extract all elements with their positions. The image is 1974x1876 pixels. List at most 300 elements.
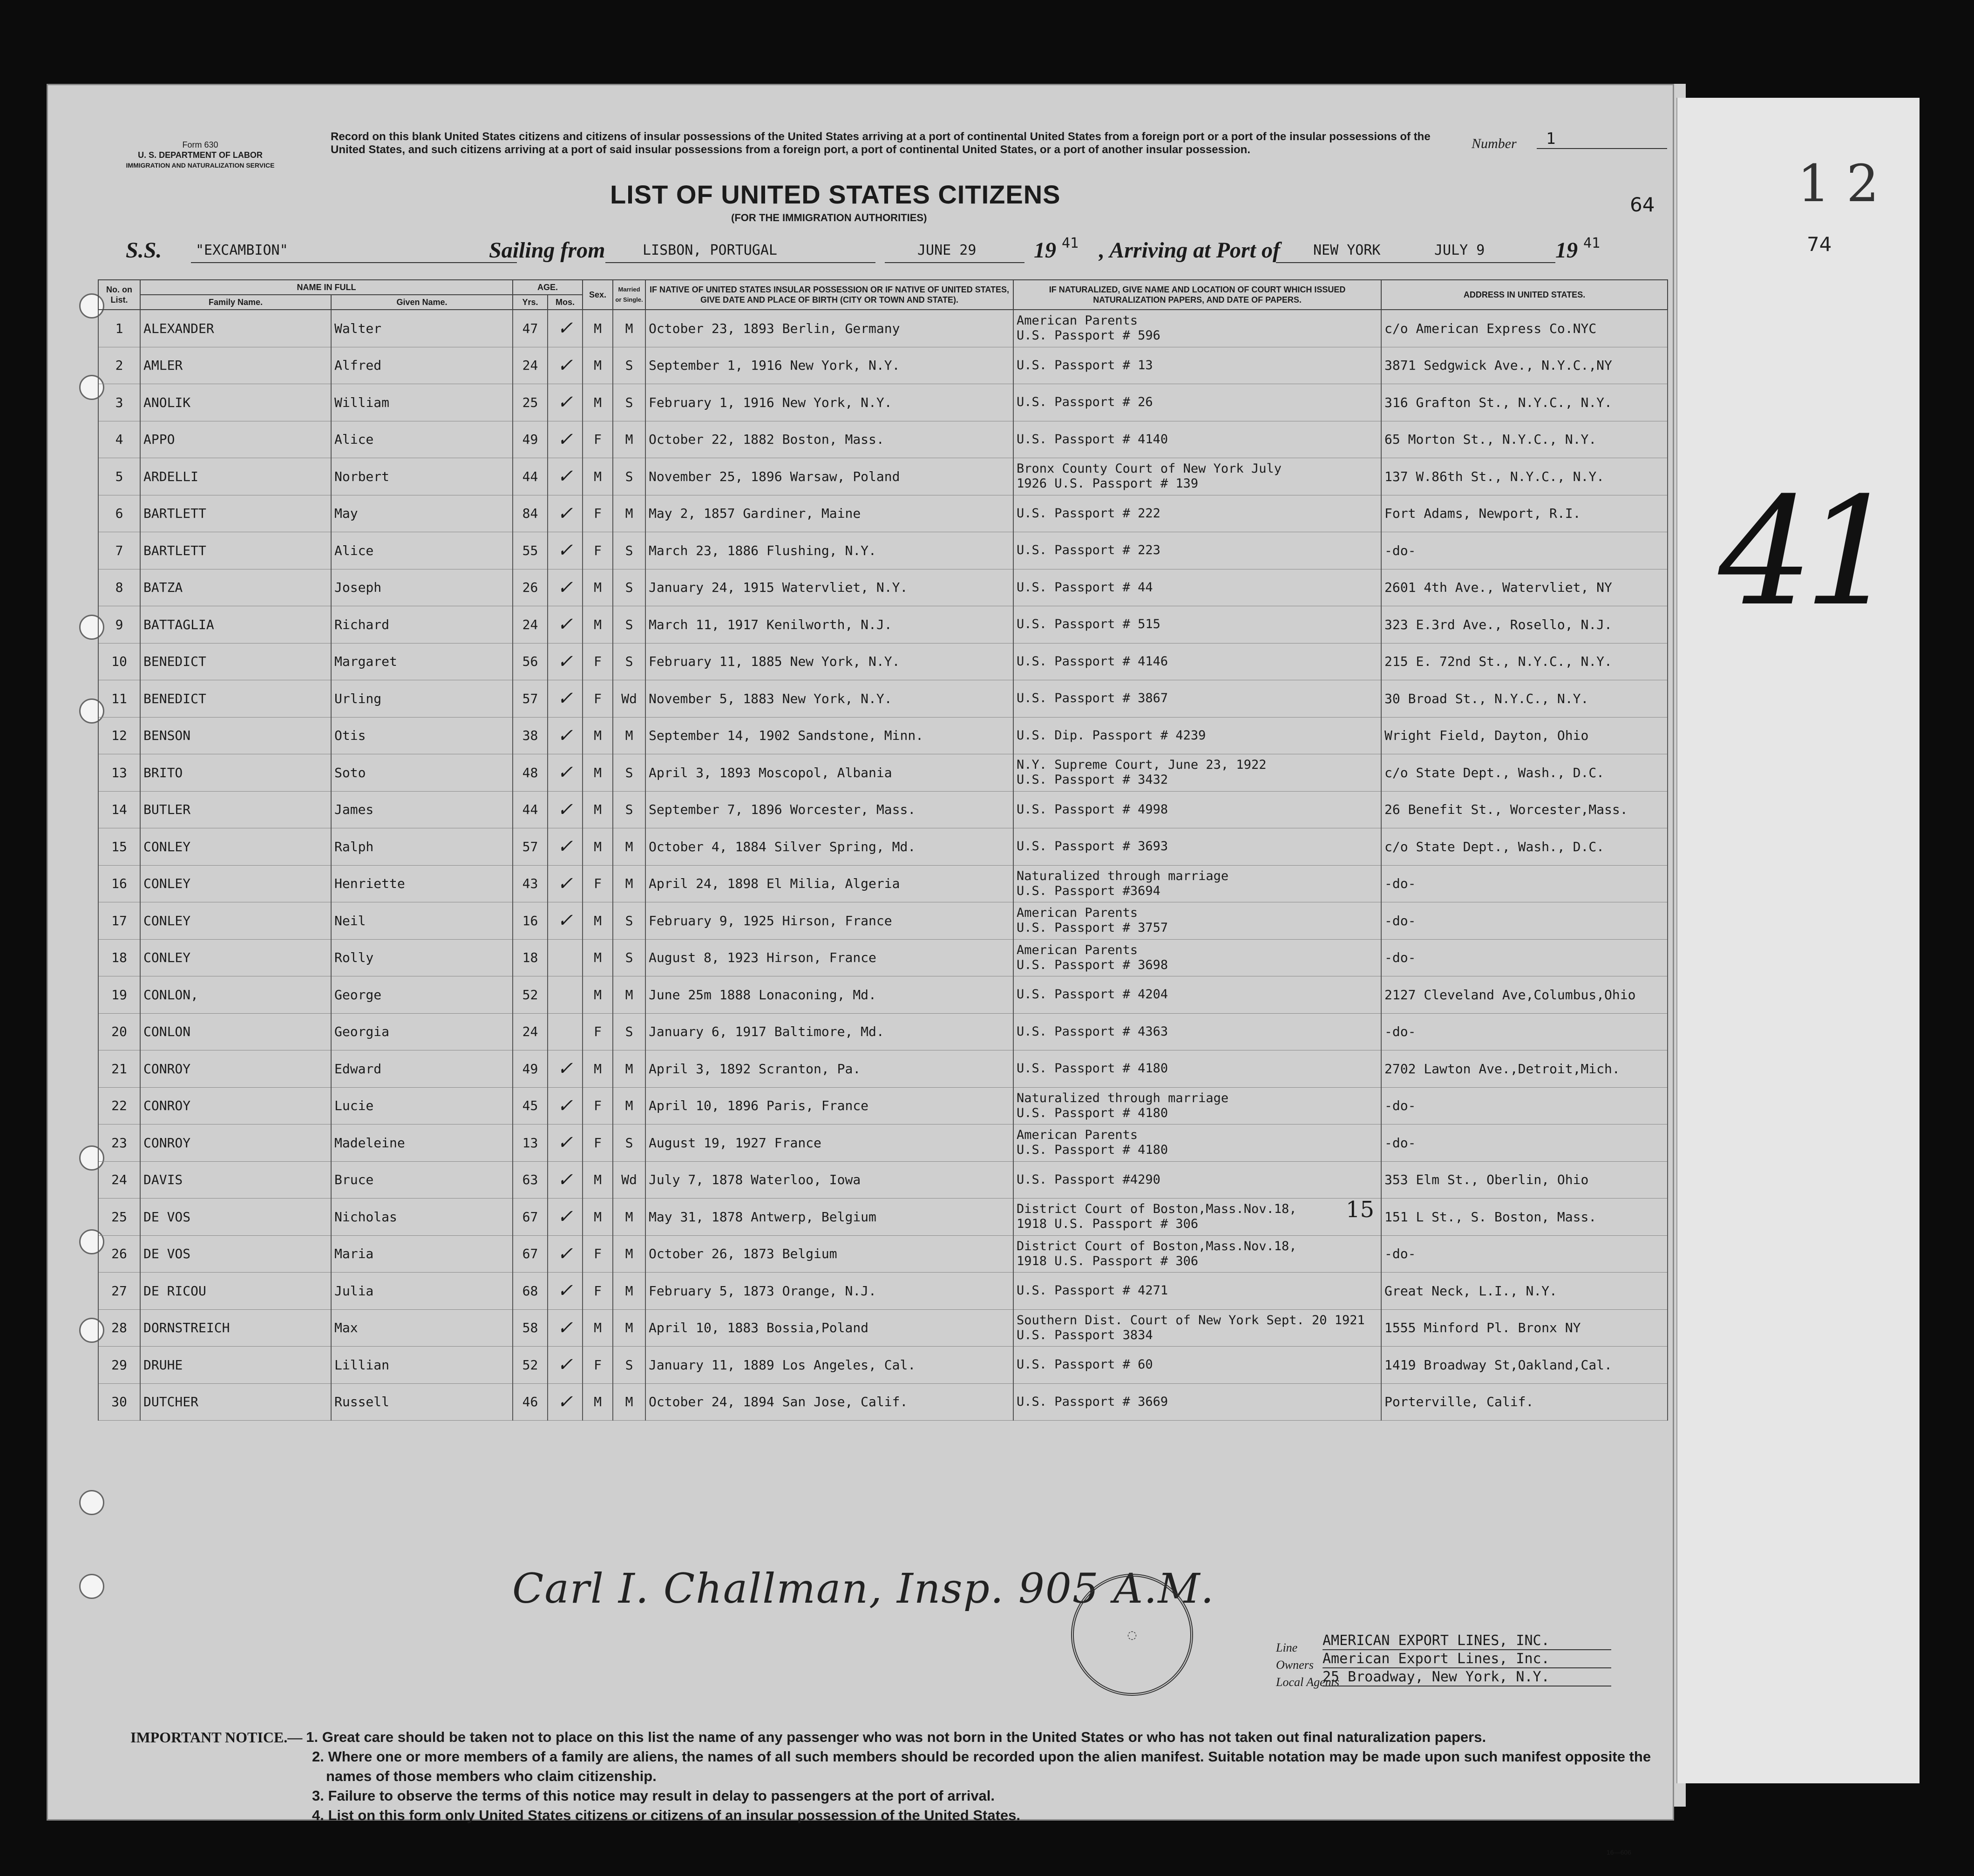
family-name: CONLON, (140, 976, 331, 1014)
age-years: 44 (513, 791, 548, 828)
notice-item-2: 2. Where one or more members of a family are aliens, the names of all such members should be recorded upon the alien manifest. Suitable notation may be made upon such manifest opposite the names of those members who claim citizenship. (312, 1748, 1651, 1784)
age-years: 57 (513, 828, 548, 866)
birth-info: April 24, 1898 El Milia, Algeria (645, 865, 1013, 902)
naturalization-info (1013, 1013, 1381, 1050)
family-name: CONROY (140, 1124, 331, 1162)
header-sex: Sex. (583, 280, 613, 310)
birth-info: November 25, 1896 Warsaw, Poland (645, 458, 1013, 495)
age-months: ✓ (548, 384, 583, 421)
marital-status: M (613, 828, 645, 866)
sex: M (583, 606, 613, 643)
naturalization-line-2: U.S. Passport # 4180 (1017, 1105, 1168, 1120)
page-number: 64 (1630, 193, 1655, 216)
row-number: 16 (98, 865, 140, 902)
naturalization-line-2: U.S. Dip. Passport # 4239 (1017, 728, 1206, 743)
naturalization-line-1: American Parents (1017, 942, 1138, 957)
ship-underline (191, 262, 517, 263)
header-yrs: Yrs. (513, 295, 548, 310)
inspector-signature: Carl I. Challman, Insp. 905 A.M. (512, 1564, 1215, 1612)
sex: F (583, 1013, 613, 1050)
sex: M (583, 310, 613, 347)
family-name: DE VOS (140, 1235, 331, 1273)
given-name: Bruce (331, 1161, 513, 1199)
table-row (98, 310, 1668, 347)
naturalization-line-1: American Parents (1017, 906, 1138, 921)
row-number: 11 (98, 680, 140, 718)
naturalization-info (1013, 532, 1381, 569)
family-name: CONLON (140, 1013, 331, 1050)
row-number: 23 (98, 1124, 140, 1162)
header-given: Given Name. (331, 295, 513, 310)
age-years: 49 (513, 421, 548, 458)
birth-info: January 11, 1889 Los Angeles, Cal. (645, 1347, 1013, 1384)
family-name: DRUHE (140, 1347, 331, 1384)
naturalization-info (1013, 1050, 1381, 1088)
age-months: ✓ (548, 495, 583, 532)
manifest-sheet (47, 84, 1674, 1856)
address: 26 Benefit St., Worcester,Mass. (1381, 791, 1668, 828)
address: c/o American Express Co.NYC (1381, 310, 1668, 347)
given-name: Norbert (331, 458, 513, 495)
to-underline (1276, 262, 1555, 263)
naturalization-line-1: District Court of Boston,Mass.Nov.18, (1017, 1202, 1297, 1217)
naturalization-info (1013, 1087, 1381, 1124)
to-port: NEW YORK (1313, 242, 1381, 258)
address: Fort Adams, Newport, R.I. (1381, 495, 1668, 532)
age-years: 67 (513, 1199, 548, 1236)
age-years: 49 (513, 1050, 548, 1088)
family-name: DE RICOU (140, 1273, 331, 1310)
important-notice (130, 1727, 1690, 1825)
sex: F (583, 865, 613, 902)
naturalization-line-2: U.S. Passport # 4271 (1017, 1283, 1168, 1298)
age-months: ✓ (548, 1124, 583, 1162)
row-number: 17 (98, 902, 140, 940)
table-row (98, 643, 1668, 680)
marital-status: S (613, 458, 645, 495)
naturalization-line-1: N.Y. Supreme Court, June 23, 1922 (1017, 758, 1267, 772)
address: -do- (1381, 939, 1668, 976)
birth-info: October 23, 1893 Berlin, Germany (645, 310, 1013, 347)
family-name: BENSON (140, 717, 331, 754)
ship-name: "EXCAMBION" (196, 242, 288, 258)
age-years: 58 (513, 1309, 548, 1347)
family-name: DUTCHER (140, 1383, 331, 1421)
birth-info: April 3, 1892 Scranton, Pa. (645, 1050, 1013, 1088)
row-number: 25 (98, 1199, 140, 1236)
row-number: 10 (98, 643, 140, 680)
naturalization-info (1013, 421, 1381, 458)
marital-status: S (613, 643, 645, 680)
age-months (548, 976, 583, 1014)
punch-hole (79, 1490, 104, 1515)
birth-info: May 31, 1878 Antwerp, Belgium (645, 1199, 1013, 1236)
sex: M (583, 791, 613, 828)
birth-info: February 9, 1925 Hirson, France (645, 902, 1013, 940)
sex: F (583, 1347, 613, 1384)
family-name: ANOLIK (140, 384, 331, 421)
row-number: 9 (98, 606, 140, 643)
marital-status: S (613, 384, 645, 421)
given-name: Nicholas (331, 1199, 513, 1236)
birth-info: February 1, 1916 New York, N.Y. (645, 384, 1013, 421)
passenger-rows (98, 310, 1668, 1421)
address: 1555 Minford Pl. Bronx NY (1381, 1309, 1668, 1347)
marital-status: S (613, 606, 645, 643)
given-name: Russell (331, 1383, 513, 1421)
table-row (98, 717, 1668, 754)
row-number: 19 (98, 976, 140, 1014)
given-name: James (331, 791, 513, 828)
sex: F (583, 1124, 613, 1162)
marital-status: M (613, 865, 645, 902)
age-years: 26 (513, 569, 548, 606)
row-number: 13 (98, 754, 140, 792)
given-name: Lucie (331, 1087, 513, 1124)
age-years: 52 (513, 976, 548, 1014)
address: 65 Morton St., N.Y.C., N.Y. (1381, 421, 1668, 458)
age-years: 57 (513, 680, 548, 718)
header-age: AGE. (513, 280, 583, 295)
naturalization-info (1013, 606, 1381, 643)
address: 215 E. 72nd St., N.Y.C., N.Y. (1381, 643, 1668, 680)
address: c/o State Dept., Wash., D.C. (1381, 754, 1668, 792)
given-name: May (331, 495, 513, 532)
given-name: Otis (331, 717, 513, 754)
marital-status: M (613, 310, 645, 347)
table-row (98, 347, 1668, 384)
back-handwritten-top: 1 2 (1798, 154, 1879, 213)
number-label: Number (1472, 136, 1517, 151)
address: -do- (1381, 1124, 1668, 1162)
age-months: ✓ (548, 1309, 583, 1347)
age-years: 25 (513, 384, 548, 421)
table-row (98, 495, 1668, 532)
naturalization-line-2: U.S. Passport # 515 (1017, 617, 1160, 632)
back-page-number: 74 (1807, 233, 1832, 256)
naturalization-line-2: 1918 U.S. Passport # 306 (1017, 1253, 1199, 1268)
naturalization-line-2: U.S. Passport # 60 (1017, 1357, 1153, 1372)
naturalization-line-2: 1918 U.S. Passport # 306 (1017, 1217, 1199, 1232)
arriving-label: , Arriving at Port of (1099, 238, 1280, 263)
birth-info: August 8, 1923 Hirson, France (645, 939, 1013, 976)
naturalization-line-2: U.S. Passport # 3698 (1017, 957, 1168, 972)
age-years: 67 (513, 1235, 548, 1273)
naturalization-line-1: Naturalized through marriage (1017, 868, 1229, 883)
age-months: ✓ (548, 310, 583, 347)
address: -do- (1381, 1235, 1668, 1273)
table-row (98, 939, 1668, 976)
address: -do- (1381, 902, 1668, 940)
sex: M (583, 347, 613, 384)
naturalization-info (1013, 495, 1381, 532)
sex: M (583, 1199, 613, 1236)
marital-status: S (613, 1347, 645, 1384)
age-months: ✓ (548, 1087, 583, 1124)
naturalization-line-2: U.S. Passport # 3757 (1017, 921, 1168, 935)
naturalization-line-2: U.S. Passport # 4363 (1017, 1024, 1168, 1039)
family-name: CONROY (140, 1087, 331, 1124)
address: -do- (1381, 1087, 1668, 1124)
table-row (98, 1273, 1668, 1310)
row-number: 29 (98, 1347, 140, 1384)
given-name: Maria (331, 1235, 513, 1273)
age-years: 43 (513, 865, 548, 902)
given-name: Madeleine (331, 1124, 513, 1162)
age-months: ✓ (548, 1347, 583, 1384)
age-years: 24 (513, 606, 548, 643)
given-name: Max (331, 1309, 513, 1347)
header-naturalized: IF NATURALIZED, GIVE NAME AND LOCATION OF COURT WHICH ISSUED NATURALIZATION PAPERS, AND DATE OF PAPERS. (1013, 280, 1381, 310)
sex: F (583, 1235, 613, 1273)
age-months: ✓ (548, 680, 583, 718)
family-name: BARTLETT (140, 532, 331, 569)
header-mos: Mos. (548, 295, 583, 310)
given-name: Urling (331, 680, 513, 718)
age-months: ✓ (548, 865, 583, 902)
given-name: Walter (331, 310, 513, 347)
naturalization-info (1013, 754, 1381, 792)
family-name: BATTAGLIA (140, 606, 331, 643)
family-name: APPO (140, 421, 331, 458)
table-row (98, 1383, 1668, 1421)
row-number: 24 (98, 1161, 140, 1199)
birth-info: October 24, 1894 San Jose, Calif. (645, 1383, 1013, 1421)
given-name: Julia (331, 1273, 513, 1310)
marital-status: M (613, 976, 645, 1014)
given-name: Alice (331, 421, 513, 458)
naturalization-info (1013, 791, 1381, 828)
table-row (98, 1161, 1668, 1199)
back-handwritten-big: 41 (1718, 466, 1890, 639)
sex: M (583, 976, 613, 1014)
header-address: ADDRESS IN UNITED STATES. (1381, 280, 1668, 310)
address: 3871 Sedgwick Ave., N.Y.C.,NY (1381, 347, 1668, 384)
family-name: BARTLETT (140, 495, 331, 532)
marital-status: Wd (613, 680, 645, 718)
row-number: 5 (98, 458, 140, 495)
marital-status: M (613, 1235, 645, 1273)
address: 2702 Lawton Ave.,Detroit,Mich. (1381, 1050, 1668, 1088)
ss-label: S.S. (126, 238, 162, 263)
punch-hole (79, 1574, 104, 1599)
family-name: ARDELLI (140, 458, 331, 495)
family-name: CONLEY (140, 939, 331, 976)
naturalization-line-2: U.S. Passport # 13 (1017, 358, 1153, 372)
number-value: 1 (1537, 129, 1667, 149)
row-number: 2 (98, 347, 140, 384)
line-value: AMERICAN EXPORT LINES, INC. (1323, 1632, 1611, 1650)
from-port: LISBON, PORTUGAL (643, 242, 777, 258)
age-months: ✓ (548, 458, 583, 495)
naturalization-info (1013, 310, 1381, 347)
row-number: 8 (98, 569, 140, 606)
naturalization-line-2: U.S. Passport # 4180 (1017, 1143, 1168, 1158)
age-years: 48 (513, 754, 548, 792)
family-name: CONLEY (140, 828, 331, 866)
age-months: ✓ (548, 791, 583, 828)
naturalization-line-1: Naturalized through marriage (1017, 1090, 1229, 1105)
passenger-table (98, 279, 1668, 1421)
sex: F (583, 680, 613, 718)
address: 1419 Broadway St,Oakland,Cal. (1381, 1347, 1668, 1384)
marital-status: M (613, 1309, 645, 1347)
row-number: 26 (98, 1235, 140, 1273)
age-years: 13 (513, 1124, 548, 1162)
given-name: Neil (331, 902, 513, 940)
naturalization-info (1013, 1124, 1381, 1162)
age-years: 47 (513, 310, 548, 347)
naturalization-line-2: U.S. Passport # 3867 (1017, 691, 1168, 706)
naturalization-line-2: U.S. Passport # 223 (1017, 543, 1160, 558)
birth-info: April 10, 1883 Bossia,Poland (645, 1309, 1013, 1347)
marital-status: M (613, 1199, 645, 1236)
age-months: ✓ (548, 1235, 583, 1273)
naturalization-line-2: U.S. Passport # 3693 (1017, 839, 1168, 854)
naturalization-line-2: U.S. Passport #4290 (1017, 1172, 1160, 1187)
marital-status: S (613, 791, 645, 828)
family-name: ALEXANDER (140, 310, 331, 347)
sex: M (583, 754, 613, 792)
address: 323 E.3rd Ave., Rosello, N.J. (1381, 606, 1668, 643)
sex: F (583, 1273, 613, 1310)
table-row (98, 1013, 1668, 1050)
marital-status: S (613, 939, 645, 976)
birth-info: April 10, 1896 Paris, France (645, 1087, 1013, 1124)
year-suffix-1: 41 (1062, 235, 1079, 251)
marital-status: S (613, 532, 645, 569)
age-months: ✓ (548, 643, 583, 680)
year-prefix-1: 19 (1034, 238, 1056, 263)
sex: M (583, 1309, 613, 1347)
inspection-stamp: ◌ (1071, 1574, 1193, 1696)
sex: M (583, 902, 613, 940)
given-name: Margaret (331, 643, 513, 680)
birth-info: September 1, 1916 New York, N.Y. (645, 347, 1013, 384)
naturalization-line-2: U.S. Passport 3834 (1017, 1327, 1153, 1342)
sex: M (583, 1383, 613, 1421)
age-months: ✓ (548, 569, 583, 606)
age-months (548, 1013, 583, 1050)
row-number: 12 (98, 717, 140, 754)
age-months: ✓ (548, 1161, 583, 1199)
family-name: BATZA (140, 569, 331, 606)
row-number: 28 (98, 1309, 140, 1347)
table-row (98, 680, 1668, 718)
given-name: George (331, 976, 513, 1014)
given-name: Edward (331, 1050, 513, 1088)
naturalization-line-1: Southern Dist. Court of New York Sept. 20 1921 (1017, 1313, 1365, 1327)
line-values (1323, 1632, 1611, 1686)
birth-info: July 7, 1878 Waterloo, Iowa (645, 1161, 1013, 1199)
age-years: 63 (513, 1161, 548, 1199)
header-married: Married or Single. (613, 280, 645, 310)
birth-info: February 11, 1885 New York, N.Y. (645, 643, 1013, 680)
birth-info: October 4, 1884 Silver Spring, Md. (645, 828, 1013, 866)
birth-info: October 26, 1873 Belgium (645, 1235, 1013, 1273)
naturalization-info (1013, 458, 1381, 495)
naturalization-info (1013, 569, 1381, 606)
birth-info: August 19, 1927 France (645, 1124, 1013, 1162)
naturalization-line-1: District Court of Boston,Mass.Nov.18, (1017, 1239, 1297, 1253)
age-years: 52 (513, 1347, 548, 1384)
naturalization-info (1013, 680, 1381, 718)
row-number: 7 (98, 532, 140, 569)
age-months: ✓ (548, 1273, 583, 1310)
row-number: 21 (98, 1050, 140, 1088)
form-number: Form 630 (182, 140, 218, 149)
table-row (98, 569, 1668, 606)
naturalization-line-2: U.S. Passport #3694 (1017, 883, 1160, 898)
family-name: DAVIS (140, 1161, 331, 1199)
marital-status: M (613, 421, 645, 458)
age-months: ✓ (548, 606, 583, 643)
row-number: 18 (98, 939, 140, 976)
given-name: Ralph (331, 828, 513, 866)
age-months: ✓ (548, 1383, 583, 1421)
family-name: AMLER (140, 347, 331, 384)
sex: F (583, 495, 613, 532)
table-row (98, 1235, 1668, 1273)
department-name: U. S. DEPARTMENT OF LABOR (138, 150, 263, 160)
given-name: Rolly (331, 939, 513, 976)
age-months: ✓ (548, 828, 583, 866)
address: 151 L St., S. Boston, Mass. (1381, 1199, 1668, 1236)
family-name: BRITO (140, 754, 331, 792)
agents-label: Local Agents (1276, 1675, 1340, 1689)
sex: M (583, 384, 613, 421)
address: Great Neck, L.I., N.Y. (1381, 1273, 1668, 1310)
naturalization-info (1013, 643, 1381, 680)
sex: M (583, 717, 613, 754)
given-name: Alfred (331, 347, 513, 384)
age-months: ✓ (548, 421, 583, 458)
row-number: 14 (98, 791, 140, 828)
table-row (98, 865, 1668, 902)
given-name: Henriette (331, 865, 513, 902)
marital-status: Wd (613, 1161, 645, 1199)
marital-status: S (613, 754, 645, 792)
family-name: CONLEY (140, 902, 331, 940)
naturalization-line-2: U.S. Passport # 3432 (1017, 772, 1168, 787)
table-row (98, 1050, 1668, 1088)
address: 2127 Cleveland Ave,Columbus,Ohio (1381, 976, 1668, 1014)
year-suffix-2: 41 (1583, 235, 1601, 251)
age-years: 55 (513, 532, 548, 569)
address: 137 W.86th St., N.Y.C., N.Y. (1381, 458, 1668, 495)
row-number: 27 (98, 1273, 140, 1310)
sex: F (583, 1087, 613, 1124)
row-number: 4 (98, 421, 140, 458)
marital-status: M (613, 1050, 645, 1088)
birth-info: November 5, 1883 New York, N.Y. (645, 680, 1013, 718)
table-row (98, 1199, 1668, 1236)
row-number: 20 (98, 1013, 140, 1050)
naturalization-line-2: U.S. Passport # 596 (1017, 328, 1160, 343)
marital-status: M (613, 495, 645, 532)
marital-status: M (613, 1273, 645, 1310)
form-identifier (107, 140, 293, 170)
table-row (98, 606, 1668, 643)
marital-status: M (613, 1383, 645, 1421)
sex: M (583, 458, 613, 495)
birth-info: September 14, 1902 Sandstone, Minn. (645, 717, 1013, 754)
table-row (98, 791, 1668, 828)
birth-info: October 22, 1882 Boston, Mass. (645, 421, 1013, 458)
naturalization-line-2: U.S. Passport # 4180 (1017, 1061, 1168, 1076)
given-name: Georgia (331, 1013, 513, 1050)
family-name: DORNSTREICH (140, 1309, 331, 1347)
